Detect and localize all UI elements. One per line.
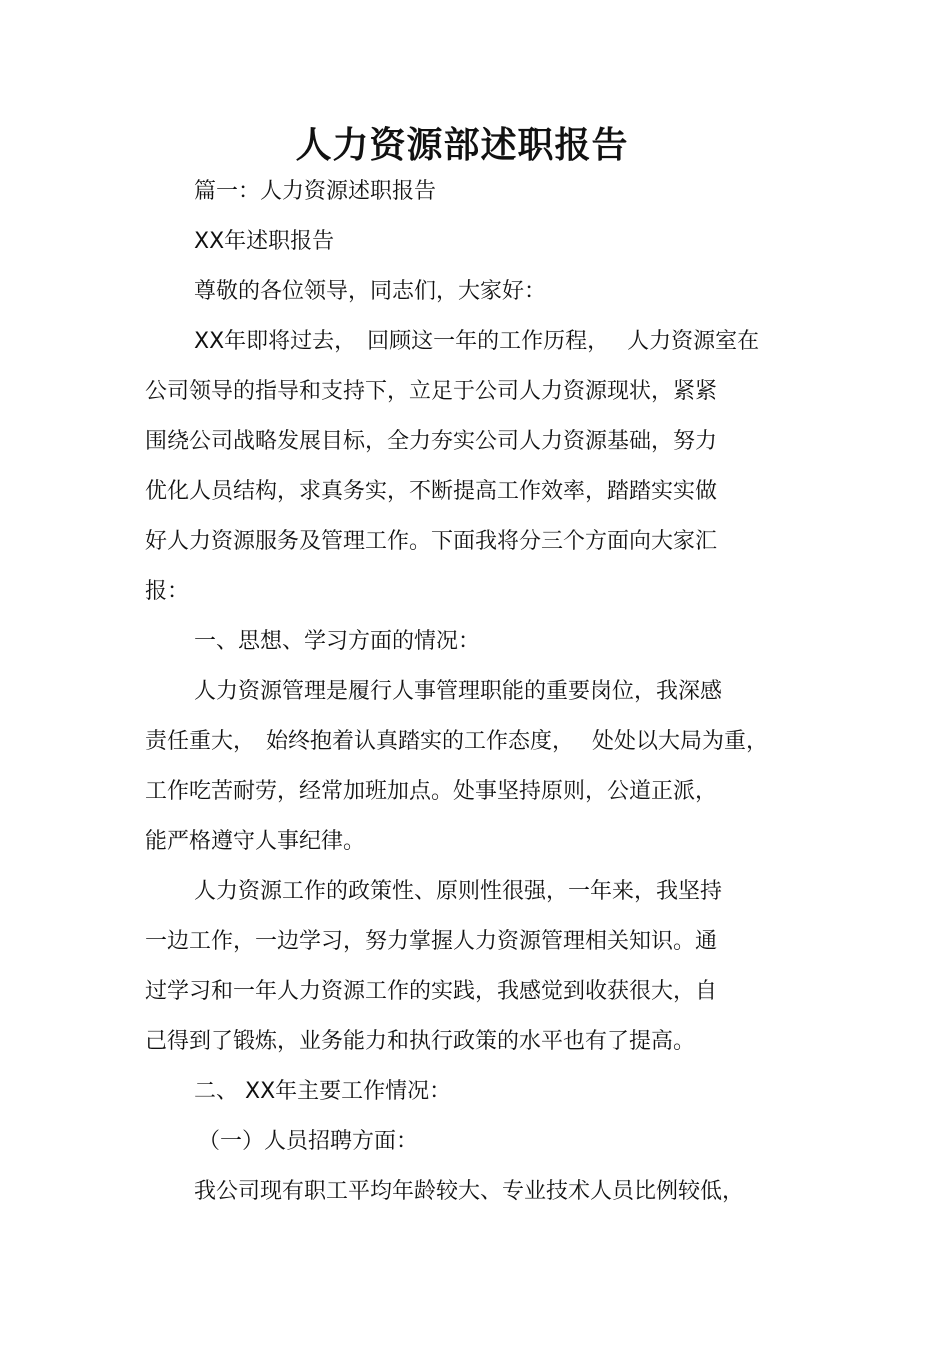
paragraph-line: 责任重大， 始终抱着认真踏实的工作态度， 处处以大局为重， [145,729,768,754]
paragraph-line: 人力资源工作的政策性、原则性很强，一年来，我坚持 [194,879,723,904]
paragraph-line: 一边工作，一边学习，努力掌握人力资源管理相关知识。通 [145,929,718,954]
paragraph-line: XX年即将过去， 回顾这一年的工作历程， 人力资源室在 [194,329,760,354]
document-title: 人力资源部述职报告 [295,125,629,166]
paragraph-line: 过学习和一年人力资源工作的实践，我感觉到收获很大，自 [145,979,718,1004]
paragraph-line: 报： [145,579,190,604]
paragraph-line: 工作吃苦耐劳，经常加班加点。处事坚持原则，公道正派， [145,779,718,804]
subsection-heading: （一）人员招聘方面： [198,1129,419,1154]
paragraph-line: 优化人员结构，求真务实，不断提高工作效率，踏踏实实做 [145,479,718,504]
paragraph-line: 篇一：人力资源述职报告 [194,179,437,204]
section-heading: 一、思想、学习方面的情况： [194,629,481,654]
paragraph-line: XX年述职报告 [194,229,335,254]
paragraph-line: 好人力资源服务及管理工作。下面我将分三个方面向大家汇 [145,529,718,554]
paragraph-line: 己得到了锻炼，业务能力和执行政策的水平也有了提高。 [145,1029,696,1054]
paragraph-line: 我公司现有职工平均年龄较大、专业技术人员比例较低， [194,1179,745,1204]
paragraph-line: 围绕公司战略发展目标，全力夯实公司人力资源基础，努力 [145,429,718,454]
paragraph-line: 人力资源管理是履行人事管理职能的重要岗位，我深感 [194,679,723,704]
paragraph-line: 尊敬的各位领导，同志们，大家好： [194,279,547,304]
paragraph-line: 公司领导的指导和支持下，立足于公司人力资源现状，紧紧 [145,379,718,404]
section-heading: 二、 XX年主要工作情况： [194,1079,452,1104]
paragraph-line: 能严格遵守人事纪律。 [145,829,366,854]
